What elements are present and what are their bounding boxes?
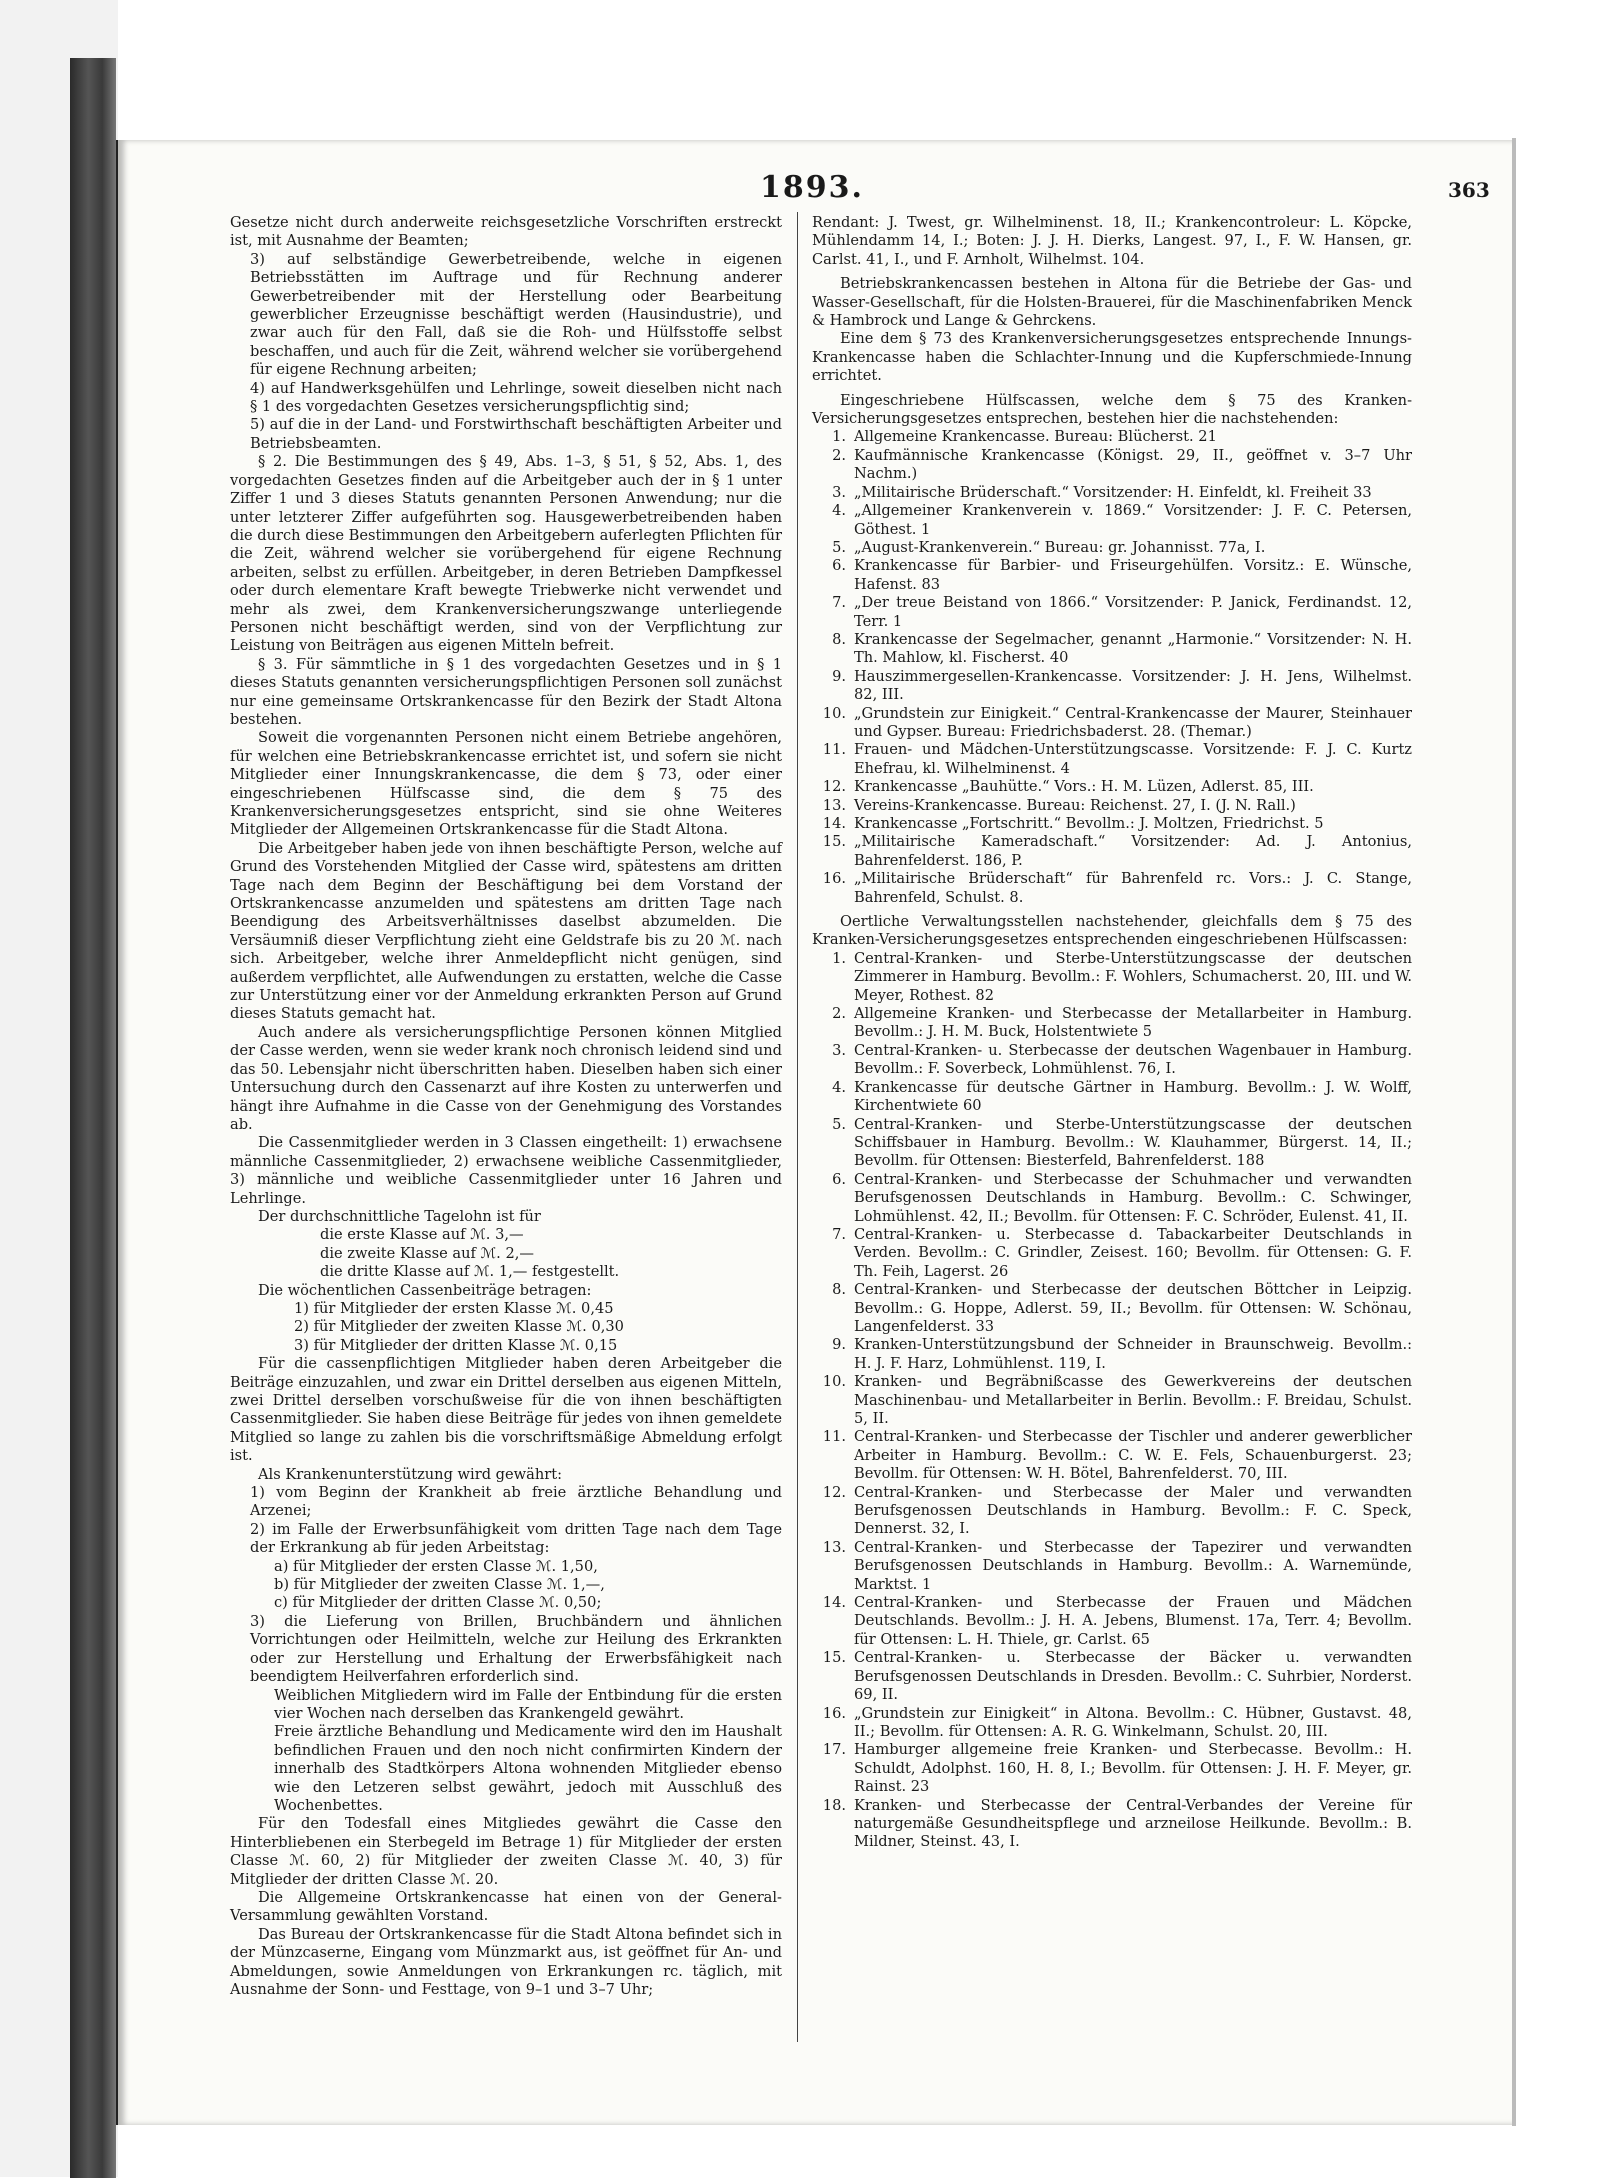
paragraph: Als Krankenunterstützung wird gewährt:: [258, 1465, 562, 1483]
list-item-number: 10.: [822, 1373, 846, 1391]
list-item-number: 10.: [822, 704, 846, 722]
verwaltungsstellen-list: [812, 950, 1412, 1852]
list-item-number: 8.: [832, 1281, 846, 1299]
list-item-text: „Allgemeiner Krankenverein v. 1869.“ Vorsitzender: J. F. C. Petersen, Göthest. 1: [854, 502, 1412, 538]
paragraph: c) für Mitglieder der dritten Classe ℳ. 0,50;: [274, 1594, 602, 1612]
paragraph: Gesetze nicht durch anderweite reichsgesetzliche Vorschriften erstreckt ist, mit Ausnahme der Beamten;: [230, 214, 782, 250]
left-column: [230, 214, 782, 1999]
list-item: [812, 797, 1412, 815]
list-item: [812, 1042, 1412, 1079]
list-item-number: 11.: [822, 741, 846, 759]
list-item-number: 16.: [822, 1704, 846, 1722]
list-item-number: 17.: [822, 1741, 846, 1759]
paragraph: 3) für Mitglieder der dritten Klasse ℳ. 0,15: [294, 1336, 618, 1354]
list-item-number: 1.: [832, 949, 846, 967]
list-item-number: 5.: [832, 538, 846, 556]
list-item-text: Central-Kranken- u. Sterbecasse d. Tabackarbeiter Deutschlands in Verden. Bevollm.: C. Grindler, Zeisest. 160; Bevollm. für Ottensen: G. F. Th. Feih, Lagerst. 26: [854, 1225, 1412, 1280]
list-item-text: Central-Kranken- und Sterbecasse der Schuhmacher und verwandten Berufsgenossen Deutschlands in Hamburg. Bevollm.: C. Schwinger, Lohmühlenst. 42, II.; Bevollm. für Ottensen: F. C. Schröder, Eulenst. 41, II.: [854, 1170, 1412, 1225]
list-item-number: 18.: [822, 1796, 846, 1814]
list-item-number: 9.: [832, 667, 846, 685]
list-item-text: Central-Kranken- und Sterbe-Unterstützungscasse der deutschen Zimmerer in Hamburg. Bevollm.: F. Wohlers, Schumacherst. 20, III. und W. Meyer, Rothest. 82: [854, 949, 1412, 1004]
list-item-number: 15.: [822, 1649, 846, 1667]
list-item-number: 6.: [832, 1170, 846, 1188]
list-item: [812, 1649, 1412, 1704]
book-spine: [70, 58, 116, 2178]
list-item: [812, 1226, 1412, 1281]
list-item-number: 12.: [822, 1483, 846, 1501]
paragraph: Das Bureau der Ortskrankencasse für die Stadt Altona befindet sich in der Münzcaserne, Eingang vom Münzmarkt aus, ist geöffnet für An- und Abmeldungen, sowie Anmeldungen von Erkrankungen rc. täglich, mit Ausnahme der Sonn- und Festtage, von 9–1 und 3–7 Uhr;: [230, 1925, 782, 1998]
paragraph: Für die cassenpflichtigen Mitglieder haben deren Arbeitgeber die Beiträge einzuzahlen, und zwar ein Drittel derselben aus eigenen Mitteln, zwei Drittel derselben vorschußweise für die von ihnen beschäftigten Cassenmitglieder. Sie haben diese Beiträge für jedes von ihnen gemeldete Mitglied so lange zu zahlen bis die vorschriftsmäßige Abmeldung erfolgt ist.: [230, 1355, 782, 1465]
list-item-text: Hauszimmergesellen-Krankencasse. Vorsitzender: J. H. Jens, Wilhelmst. 82, III.: [854, 667, 1412, 704]
paragraph: Auch andere als versicherungspflichtige Personen können Mitglied der Casse werden, wenn sie weder krank noch chronisch leidend sind und das 50. Lebensjahr nicht überschritten haben. Dieselben haben sich einer Untersuchung durch den Cassenarzt auf ihre Kosten zu unterwerfen und hängt ihre Aufnahme in die Casse von der Genehmigung des Vorstandes ab.: [230, 1023, 782, 1133]
list-item: [812, 1336, 1412, 1373]
list-item-text: Krankencasse der Segelmacher, genannt „Harmonie.“ Vorsitzender: N. H. Th. Mahlow, kl. Fischerst. 40: [854, 630, 1412, 667]
list-item-number: 2.: [832, 1005, 846, 1023]
list-item-text: Central-Kranken- und Sterbecasse der Tischler und anderer gewerblicher Arbeiter in Hamburg. Bevollm.: C. W. E. Fels, Schauenburgerst. 23; Bevollm. für Ottensen: W. H. Bötel, Bahrenfelderst. 70, III.: [854, 1428, 1412, 1483]
list-item: [812, 1594, 1412, 1649]
list-item: [812, 594, 1412, 631]
paragraph: Freie ärztliche Behandlung und Medicamente wird den im Haushalt befindlichen Frauen und den noch nicht confirmirten Kindern der innerhalb des Stadtkörpers Altona wohnenden Mitglieder ebenso wie den Letzeren selbst gewährt, jedoch mit Ausschluß des Wochenbettes.: [274, 1723, 782, 1814]
paragraph: b) für Mitglieder der zweiten Classe ℳ. 1,—,: [274, 1576, 605, 1594]
paragraph: § 3. Für sämmtliche in § 1 des vorgedachten Gesetzes und in § 1 dieses Statuts genannten versicherungspflichtigen Personen soll zunächst nur eine gemeinsame Ortskrankencasse für den Bezirk der Stadt Altona bestehen.: [230, 655, 782, 728]
list-item-number: 1.: [832, 428, 846, 446]
paragraph: Für den Todesfall eines Mitgliedes gewährt die Casse den Hinterbliebenen ein Sterbegeld im Betrage 1) für Mitglieder der ersten Classe ℳ. 60, 2) für Mitglieder der zweiten Classe ℳ. 40, 3) für Mitglieder der dritten Classe ℳ. 20.: [230, 1815, 782, 1888]
list-item-number: 9.: [832, 1336, 846, 1354]
list-item-number: 14.: [822, 1594, 846, 1612]
list-item-text: „Militairische Brüderschaft“ für Bahrenfeld rc. Vors.: J. C. Stange, Bahrenfeld, Schulst. 8.: [854, 870, 1412, 906]
paragraph: Eine dem § 73 des Krankenversicherungsgesetzes entsprechende Innungs-Krankencasse haben die Schlachter-Innung und die Kupferschmiede-Innung errichtet.: [812, 330, 1412, 385]
list-item-number: 16.: [822, 870, 846, 888]
paragraph: 2) im Falle der Erwerbsunfähigkeit vom dritten Tage nach dem Tage der Erkrankung ab für jeden Arbeitstag:: [250, 1520, 782, 1557]
paragraph: die zweite Klasse auf ℳ. 2,—: [320, 1244, 534, 1262]
list-item: [812, 557, 1412, 594]
list-item-number: 6.: [832, 557, 846, 575]
list-item-text: Central-Kranken- und Sterbecasse der Tapezirer und verwandten Berufsgenossen Deutschlands in Hamburg. Bevollm.: A. Warnemünde, Marktst. 1: [854, 1538, 1412, 1593]
list-item-number: 4.: [832, 1078, 846, 1096]
list-item: [812, 741, 1412, 778]
page-year-header: 1893.: [760, 170, 864, 205]
paragraph: Die Allgemeine Ortskrankencasse hat einen von der General-Versammlung gewählten Vorstand.: [230, 1888, 782, 1925]
list-item: [812, 1705, 1412, 1742]
list-item-text: Central-Kranken- und Sterbe-Unterstützungscasse der deutschen Schiffsbauer in Hamburg. Bevollm.: W. Klauhammer, Bürgerst. 14, II.; Bevollm. für Ottensen: Biesterfeld, Bahrenfelderst. 188: [854, 1115, 1412, 1170]
paragraph: Die wöchentlichen Cassenbeiträge betragen:: [258, 1281, 592, 1299]
list-item-text: Kaufmännische Krankencasse (Königst. 29, II., geöffnet v. 3–7 Uhr Nachm.): [854, 446, 1412, 483]
list-item: [812, 1116, 1412, 1171]
list-item-text: „August-Krankenverein.“ Bureau: gr. Johannisst. 77a, I.: [854, 538, 1266, 556]
paragraph: 4) auf Handwerksgehülfen und Lehrlinge, soweit dieselben nicht nach § 1 des vorgedachten Gesetzes versicherungspflichtig sind;: [250, 379, 782, 416]
paragraph: 2) für Mitglieder der zweiten Klasse ℳ. 0,30: [294, 1318, 624, 1336]
list-item-number: 4.: [832, 502, 846, 520]
list-item: [812, 815, 1412, 833]
list-item-text: Central-Kranken- u. Sterbecasse der Bäcker u. verwandten Berufsgenossen Deutschlands in Dresden. Bevollm.: C. Suhrbier, Norderst. 69, II.: [854, 1649, 1412, 1704]
list-item-text: Allgemeine Krankencasse. Bureau: Blücherst. 21: [854, 428, 1217, 446]
list-item: [812, 1539, 1412, 1594]
list-item-number: 11.: [822, 1428, 846, 1446]
list-item: [812, 1373, 1412, 1428]
paragraph: Weiblichen Mitgliedern wird im Falle der Entbindung für die ersten vier Wochen nach derselben das Krankengeld gewährt.: [274, 1686, 782, 1722]
list-item-text: Central-Kranken- und Sterbecasse der deutschen Böttcher in Leipzig. Bevollm.: G. Hoppe, Adlerst. 59, II.; Bevollm. für Ottensen: W. Schönau, Langenfelderst. 33: [854, 1281, 1412, 1335]
list-item: [812, 668, 1412, 705]
list-item: [812, 705, 1412, 742]
list-item-text: Hamburger allgemeine freie Kranken- und Sterbecasse. Bevollm.: H. Schuldt, Adolphst. 160, H. 8, I.; Bevollm. für Ottensen: J. H. F. Meyer, gr. Rainst. 23: [854, 1741, 1412, 1796]
list-item-text: Central-Kranken- u. Sterbecasse der deutschen Wagenbauer in Hamburg. Bevollm.: F. Soverbeck, Lohmühlenst. 76, I.: [854, 1041, 1412, 1078]
list-item: [812, 833, 1412, 870]
list-item-text: Krankencasse für deutsche Gärtner in Hamburg. Bevollm.: J. W. Wolff, Kirchentwiete 60: [854, 1078, 1412, 1115]
list-item-text: „Der treue Beistand von 1866.“ Vorsitzender: P. Janick, Ferdinandst. 12, Terr. 1: [854, 594, 1412, 630]
list-item: [812, 447, 1412, 484]
list-item: [812, 1281, 1412, 1336]
paragraph: die erste Klasse auf ℳ. 3,—: [320, 1226, 524, 1244]
list-item-text: Central-Kranken- und Sterbecasse der Maler und verwandten Berufsgenossen Deutschlands in Hamburg. Bevollm.: F. C. Speck, Dennerst. 32, I.: [854, 1483, 1412, 1538]
list-item: [812, 950, 1412, 1005]
paragraph: 3) auf selbständige Gewerbetreibende, welche in eigenen Betriebsstätten im Auftrage und für Rechnung anderer Gewerbetreibender mit der Herstellung oder Bearbeitung gewerblicher Erzeugnisse beschäftigt werden (Hausindustrie), und zwar auch für den Fall, daß sie die Roh- und Hülfsstoffe selbst beschaffen, und auch für die Zeit, während welcher sie vorübergehend für eigene Rechnung arbeiten;: [250, 250, 782, 379]
paragraph: 5) auf die in der Land- und Forstwirthschaft beschäftigten Arbeiter und Betriebsbeamten.: [250, 416, 782, 452]
paragraph: Die Cassenmitglieder werden in 3 Classen eingetheilt: 1) erwachsene männliche Cassenmitglieder, 2) erwachsene weibliche Cassenmitglieder, 3) männliche und weibliche Cassenmitglieder unter 16 Jahren und Lehrlinge.: [230, 1134, 782, 1207]
list-item: [812, 1171, 1412, 1226]
list-item: [812, 1741, 1412, 1796]
list-item-number: 13.: [822, 1538, 846, 1556]
paragraph: Soweit die vorgenannten Personen nicht einem Betriebe angehören, für welchen eine Betriebskrankencasse errichtet ist, und sofern sie nicht Mitglieder einer Innungskrankencasse, die dem § 73, oder einer eingeschriebenen Hülfscasse sind, die dem § 75 des Krankenversicherungsgesetzes entspricht, sind sie ohne Weiteres Mitglieder der Allgemeinen Ortskrankencasse für die Stadt Altona.: [230, 729, 782, 839]
list-item-text: Vereins-Krankencasse. Bureau: Reichenst. 27, I. (J. N. Rall.): [854, 796, 1296, 814]
verwaltungsstellen-heading: Oertliche Verwaltungsstellen nachstehender, gleichfalls dem § 75 des Kranken-Versicherungsgesetzes entsprechenden eingeschriebenen Hülfscassen:: [812, 913, 1412, 949]
list-item: [812, 502, 1412, 539]
list-item-number: 3.: [832, 1041, 846, 1059]
paragraph: die dritte Klasse auf ℳ. 1,— festgestellt.: [320, 1263, 620, 1281]
list-item-text: Frauen- und Mädchen-Unterstützungscasse. Vorsitzende: F. J. C. Kurtz Ehefrau, kl. Wilhelminenst. 4: [854, 741, 1412, 777]
list-item-text: Kranken-Unterstützungsbund der Schneider in Braunschweig. Bevollm.: H. J. F. Harz, Lohmühlenst. 119, I.: [854, 1336, 1412, 1372]
list-item-number: 14.: [822, 815, 846, 832]
paragraph: Der durchschnittliche Tagelohn ist für: [258, 1207, 541, 1225]
column-divider: [797, 212, 798, 2042]
paragraph: 1) für Mitglieder der ersten Klasse ℳ. 0,45: [294, 1299, 614, 1317]
paragraph: 3) die Lieferung von Brillen, Bruchbändern und ähnlichen Vorrichtungen oder Heilmitteln, welche zur Heilung des Erkrankten oder zur Herstellung und Erhaltung der Erwerbsfähigkeit nach beendigtem Heilverfahren erforderlich sind.: [250, 1612, 782, 1686]
page-number: 363: [1448, 178, 1490, 202]
list-item-text: Krankencasse für Barbier- und Friseurgehülfen. Vorsitz.: E. Wünsche, Hafenst. 83: [854, 557, 1412, 593]
list-item-text: Krankencasse „Bauhütte.“ Vors.: H. M. Lüzen, Adlerst. 85, III.: [854, 778, 1314, 796]
list-item-text: „Militairische Brüderschaft.“ Vorsitzender: H. Einfeldt, kl. Freiheit 33: [854, 483, 1372, 501]
list-item: [812, 631, 1412, 668]
list-item-text: Central-Kranken- und Sterbecasse der Frauen und Mädchen Deutschlands. Bevollm.: J. H. A. Jebens, Blumenst. 17a, Terr. 4; Bevollm. für Ottensen: L. H. Thiele, gr. Carlst. 65: [854, 1594, 1412, 1648]
list-item-text: „Militairische Kameradschaft.“ Vorsitzender: Ad. J. Antonius, Bahrenfelderst. 186, P.: [854, 833, 1412, 869]
list-item: [812, 484, 1412, 502]
paragraph: Betriebskrankencassen bestehen in Altona für die Betriebe der Gas- und Wasser-Gesellschaft, für die Holsten-Brauerei, für die Maschinenfabriken Menck & Hambrock und Lange & Gehrckens.: [812, 275, 1412, 330]
list-item-text: Kranken- und Begräbnißcasse des Gewerkvereins der deutschen Maschinenbau- und Metallarbeiter in Berlin. Bevollm.: F. Breidau, Schulst. 5, II.: [854, 1373, 1412, 1427]
list-item-text: „Grundstein zur Einigkeit.“ Central-Krankencasse der Maurer, Steinhauer und Gypser. Bureau: Friedrichsbaderst. 28. (Themar.): [854, 704, 1412, 740]
right-intro: [812, 214, 1412, 428]
paragraph: Die Arbeitgeber haben jede von ihnen beschäftigte Person, welche auf Grund des Vorstehenden Mitglied der Casse wird, spätestens am dritten Tage nach dem Beginn der Beschäftigung bei dem Vorstand der Ortskrankencasse anzumelden und spätestens am dritten Tage nach Beendigung des Arbeitsverhältnisses daselbst abzumelden. Die Versäumniß dieser Verpflichtung zieht eine Geldstrafe bis zu 20 ℳ. nach sich. Arbeitgeber, welche ihrer Anmeldepflicht nicht genügen, sind außerdem verpflichtet, alle Aufwendungen zu erstatten, welche die Casse zur Unterstützung einer vor der Anmeldung erkrankten Person auf Grund dieses Statuts gemacht hat.: [230, 839, 782, 1023]
page-edge: [1512, 138, 1516, 2126]
list-item-number: 7.: [832, 1225, 846, 1243]
list-item-number: 7.: [832, 594, 846, 612]
list-item-number: 13.: [822, 796, 846, 814]
list-item-text: „Grundstein zur Einigkeit“ in Altona. Bevollm.: C. Hübner, Gustavst. 48, II.; Bevollm. für Ottensen: A. R. G. Winkelmann, Schulst. 20, III.: [854, 1704, 1412, 1740]
list-item: [812, 1797, 1412, 1852]
list-item-text: Krankencasse „Fortschritt.“ Bevollm.: J. Moltzen, Friedrichst. 5: [854, 815, 1324, 832]
list-item-text: Allgemeine Kranken- und Sterbecasse der Metallarbeiter in Hamburg. Bevollm.: J. H. M. Buck, Holstentwiete 5: [854, 1005, 1412, 1041]
list-item-number: 2.: [832, 446, 846, 464]
paragraph: § 2. Die Bestimmungen des § 49, Abs. 1–3, § 51, § 52, Abs. 1, des vorgedachten Gesetzes finden auf die Arbeitgeber auch der in § 1 unter Ziffer 1 und 3 dieses Statuts genannten Personen Anwendung; nur die unter letzterer Ziffer aufgeführten sog. Hausgewerbetreibenden haben die durch diese Bestimmungen den Arbeitgebern auferlegten Pflichten für die Zeit, während welcher sie vorübergehend für eigene Rechnung arbeiten, selbst zu erfüllen. Arbeitgeber, in deren Betrieben Dampfkessel oder durch elementare Kraft bewegte Triebwerke nicht verwendet und mehr als zwei, dem Krankenversicherungszwange unterliegende Personen nicht beschäftigt werden, sind von der Verpflichtung zur Leistung von Beiträgen aus eigenen Mitteln befreit.: [230, 453, 782, 655]
list-item-number: 12.: [822, 778, 846, 796]
list-item: [812, 1428, 1412, 1483]
paragraph: Eingeschriebene Hülfscassen, welche dem § 75 des Kranken-Versicherungsgesetzes entsprechen, bestehen hier die nachstehenden:: [812, 391, 1412, 428]
list-item: [812, 1484, 1412, 1539]
list-item-text: Kranken- und Sterbecasse der Central-Verbandes der Vereine für naturgemäße Gesundheitspflege und arzneilose Heilkunde. Bevollm.: B. Mildner, Steinst. 43, I.: [854, 1796, 1412, 1851]
list-item-number: 5.: [832, 1115, 846, 1133]
list-item-number: 15.: [822, 833, 846, 851]
list-item: [812, 1079, 1412, 1116]
paragraph: Rendant: J. Twest, gr. Wilhelminenst. 18, II.; Krankencontroleur: L. Köpcke, Mühlendamm 14, I.; Boten: J. J. H. Dierks, Langest. 97, I., F. W. Hansen, gr. Carlst. 41, I., und F. Arnholt, Wilhelmst. 104.: [812, 214, 1412, 268]
hilfscassen-list: [812, 428, 1412, 907]
list-item: [812, 539, 1412, 557]
paragraph: 1) vom Beginn der Krankheit ab freie ärztliche Behandlung und Arzenei;: [250, 1484, 782, 1520]
list-item: [812, 778, 1412, 796]
list-item: [812, 870, 1412, 907]
paragraph: a) für Mitglieder der ersten Classe ℳ. 1,50,: [274, 1557, 598, 1575]
right-column: [812, 214, 1412, 1852]
list-item: [812, 428, 1412, 446]
list-item-number: 3.: [832, 483, 846, 501]
list-item: [812, 1005, 1412, 1042]
list-item-number: 8.: [832, 630, 846, 648]
